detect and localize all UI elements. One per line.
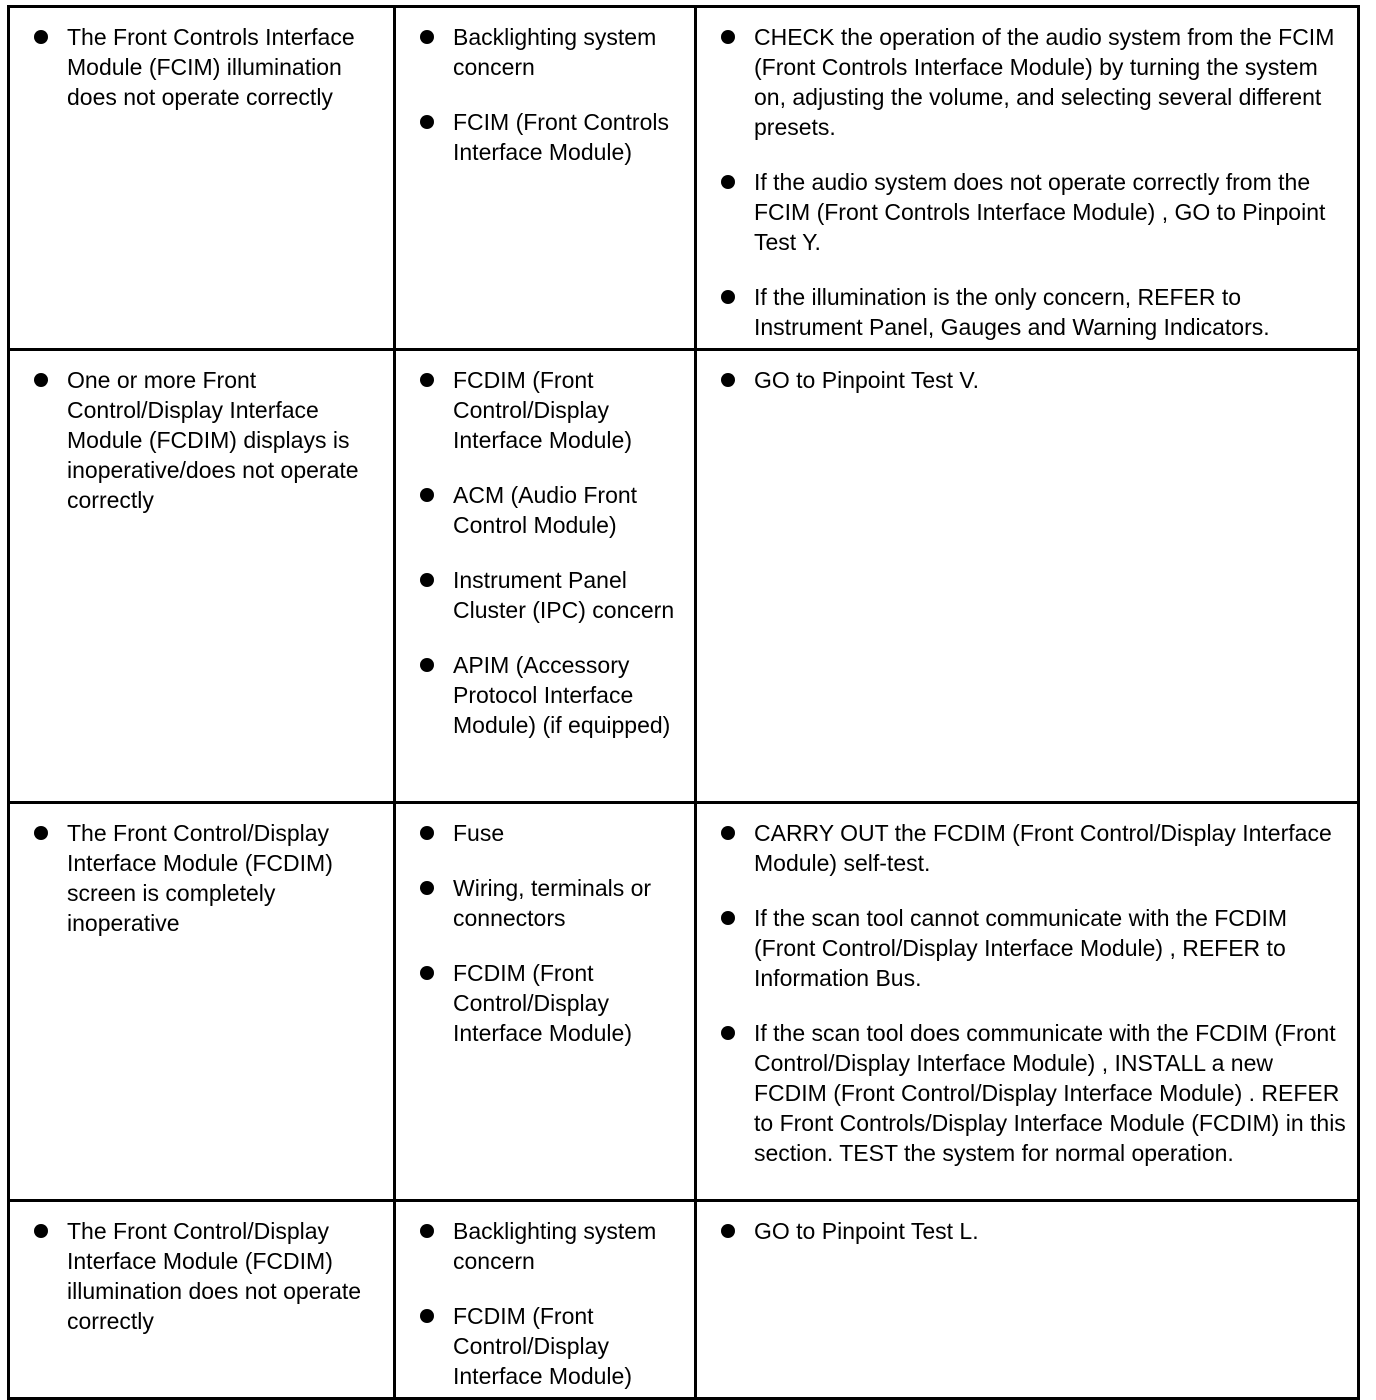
condition-cell (9, 1201, 395, 1399)
list-item (703, 365, 1351, 395)
bullet-icon (721, 1224, 735, 1238)
action-text: If the scan tool cannot communicate with the FCDIM (Front Control/Display Interface Module) , REFER to Information Bus. (754, 905, 1288, 991)
list-item (703, 167, 1351, 257)
bullet-icon (420, 1224, 434, 1238)
list-item (402, 480, 688, 540)
bullet-icon (34, 826, 48, 840)
table-row (9, 1201, 1359, 1399)
action-cell (696, 7, 1359, 350)
action-text: GO to Pinpoint Test V. (754, 367, 980, 393)
condition-text: One or more Front Control/Display Interface Module (FCDIM) displays is inoperative/does not operate correctly (67, 367, 359, 513)
list-item (402, 958, 688, 1048)
source-cell (395, 803, 696, 1201)
source-text: Wiring, terminals or connectors (453, 875, 652, 931)
condition-text: The Front Control/Display Interface Module (FCDIM) screen is completely inoperative (67, 820, 333, 936)
bullet-icon (420, 115, 434, 129)
bullet-icon (420, 966, 434, 980)
condition-text: The Front Controls Interface Module (FCIM) illumination does not operate correctly (67, 24, 355, 110)
source-text: FCIM (Front Controls Interface Module) (453, 109, 669, 165)
list-item (703, 818, 1351, 878)
condition-cell (9, 803, 395, 1201)
bullet-icon (420, 826, 434, 840)
action-text: CARRY OUT the FCDIM (Front Control/Display Interface Module) self-test. (754, 820, 1332, 876)
list-item (402, 1301, 688, 1391)
condition-text: The Front Control/Display Interface Module (FCDIM) illumination does not operate correctly (67, 1218, 362, 1334)
list-item (402, 365, 688, 455)
bullet-icon (721, 1026, 735, 1040)
source-text: FCDIM (Front Control/Display Interface Module) (453, 367, 632, 453)
list-item (402, 22, 688, 82)
bullet-icon (34, 1224, 48, 1238)
list-item (703, 282, 1351, 342)
bullet-icon (721, 911, 735, 925)
list-item (402, 1216, 688, 1276)
source-text: Instrument Panel Cluster (IPC) concern (453, 567, 675, 623)
source-text: ACM (Audio Front Control Module) (453, 482, 638, 538)
bullet-icon (420, 658, 434, 672)
table-row (9, 7, 1359, 350)
list-item (16, 818, 387, 938)
action-text: If the audio system does not operate correctly from the FCIM (Front Controls Interface Module) , GO to Pinpoint Test Y. (754, 169, 1326, 255)
bullet-icon (721, 373, 735, 387)
list-item (402, 873, 688, 933)
source-text: FCDIM (Front Control/Display Interface Module) (453, 1303, 632, 1389)
condition-cell (9, 350, 395, 803)
action-text: CHECK the operation of the audio system from the FCIM (Front Controls Interface Module) by turning the system on, adjusting the volume, and selecting several different presets. (754, 24, 1335, 140)
bullet-icon (420, 488, 434, 502)
table-row (9, 350, 1359, 803)
list-item (402, 565, 688, 625)
source-text: APIM (Accessory Protocol Interface Module) (if equipped) (453, 652, 671, 738)
list-item (703, 1018, 1351, 1168)
action-text: GO to Pinpoint Test L. (754, 1218, 979, 1244)
list-item (703, 1216, 1351, 1246)
bullet-icon (420, 881, 434, 895)
list-item (703, 22, 1351, 142)
source-text: Backlighting system concern (453, 1218, 657, 1274)
bullet-icon (34, 30, 48, 44)
bullet-icon (721, 175, 735, 189)
action-cell (696, 803, 1359, 1201)
action-cell (696, 1201, 1359, 1399)
action-cell (696, 350, 1359, 803)
bullet-icon (721, 30, 735, 44)
list-item (402, 650, 688, 740)
source-text: Backlighting system concern (453, 24, 657, 80)
diagnostic-table (7, 5, 1360, 1400)
bullet-icon (721, 290, 735, 304)
list-item (402, 107, 688, 167)
list-item (16, 1216, 387, 1336)
source-text: Fuse (453, 820, 505, 846)
list-item (402, 818, 688, 848)
action-text: If the scan tool does communicate with the FCDIM (Front Control/Display Interface Module) , INSTALL a new FCDIM (Front Control/Display Interface Module) . REFER to Front Controls/Display Interface Module (FCDIM) in this section. TEST the system for normal operation. (754, 1020, 1346, 1166)
bullet-icon (420, 1309, 434, 1323)
list-item (16, 22, 387, 112)
bullet-icon (420, 30, 434, 44)
list-item (703, 903, 1351, 993)
bullet-icon (34, 373, 48, 387)
table-row (9, 803, 1359, 1201)
source-cell (395, 350, 696, 803)
bullet-icon (721, 826, 735, 840)
source-text: FCDIM (Front Control/Display Interface Module) (453, 960, 632, 1046)
source-cell (395, 7, 696, 350)
bullet-icon (420, 573, 434, 587)
condition-cell (9, 7, 395, 350)
bullet-icon (420, 373, 434, 387)
list-item (16, 365, 387, 515)
action-text: If the illumination is the only concern, REFER to Instrument Panel, Gauges and Warning Indicators. (754, 284, 1270, 340)
source-cell (395, 1201, 696, 1399)
